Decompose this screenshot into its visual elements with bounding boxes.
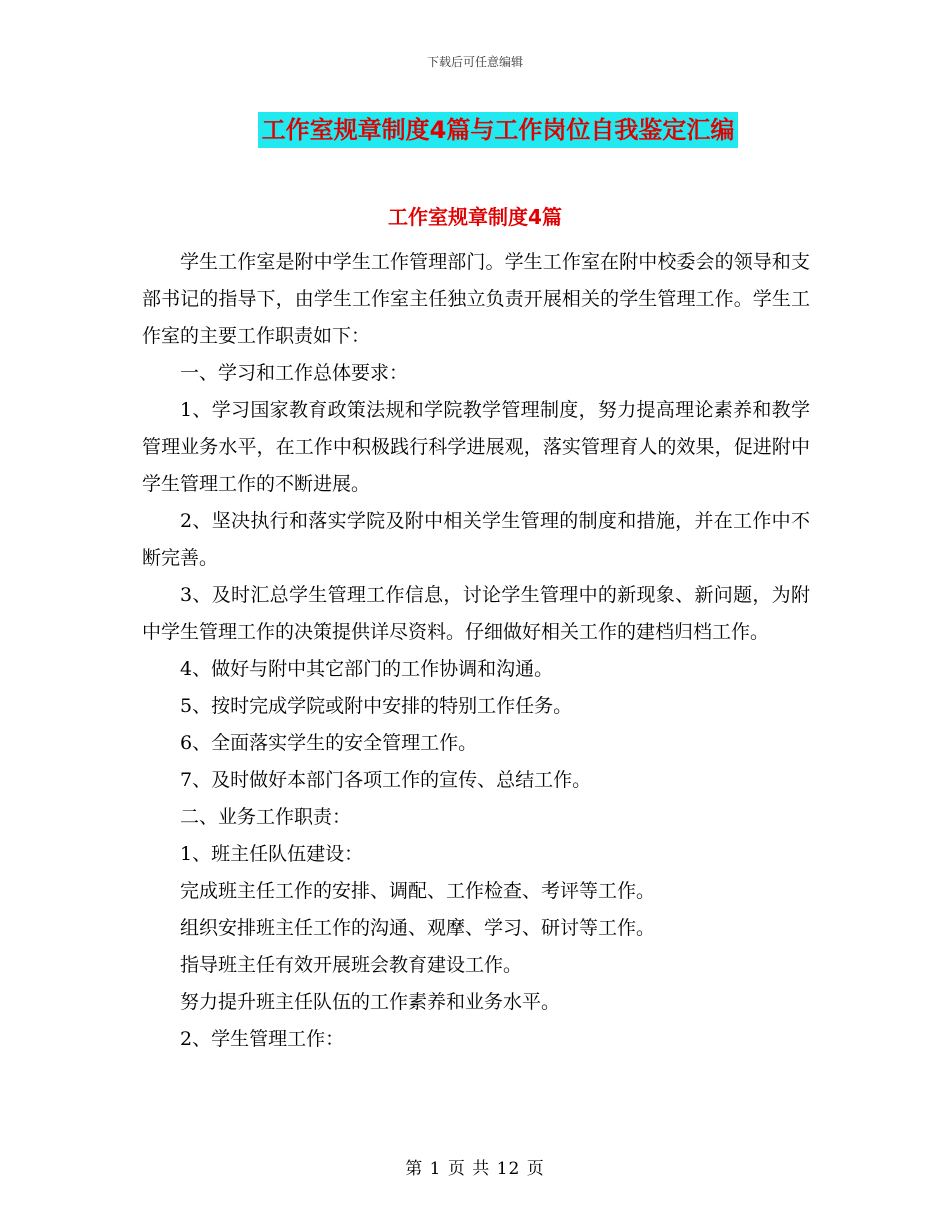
paragraph-item: 6、全面落实学生的安全管理工作。 bbox=[180, 732, 478, 754]
page-footer: 第 1 页 共 12 页 bbox=[405, 1159, 545, 1179]
paragraph-item: 5、按时完成学院或附中安排的特别工作任务。 bbox=[180, 695, 573, 717]
paragraph-line: 完成班主任工作的安排、调配、工作检查、考评等工作。 bbox=[180, 880, 656, 902]
paragraph-subheading: 1、班主任队伍建设： bbox=[180, 843, 364, 865]
main-title: 工作室规章制度4篇与工作岗位自我鉴定汇编 bbox=[258, 112, 739, 148]
paragraph-line: 努力提升班主任队伍的工作素养和业务水平。 bbox=[180, 991, 561, 1013]
paragraph-heading-1: 一、学习和工作总体要求： bbox=[180, 362, 409, 384]
paragraph-item: 4、做好与附中其它部门的工作协调和沟通。 bbox=[180, 658, 554, 680]
paragraph-item: 7、及时做好本部门各项工作的宣传、总结工作。 bbox=[180, 769, 592, 791]
paragraph-item: 1、学习国家教育政策法规和学院教学管理制度，努力提高理论素养和教学管理业务水平，在工作中积极践行科学进展观，落实管理育人的效果，促进附中学生管理工作的不断进展。 bbox=[142, 399, 810, 495]
paragraph-line: 指导班主任有效开展班会教育建设工作。 bbox=[180, 954, 523, 976]
main-title-wrap bbox=[0, 112, 950, 148]
paragraph-item: 3、及时汇总学生管理工作信息，讨论学生管理中的新现象、新问题，为附中学生管理工作的决策提供详尽资料。仔细做好相关工作的建档归档工作。 bbox=[142, 584, 810, 643]
page-header: 下载后可任意编辑 bbox=[426, 55, 523, 69]
paragraph-line: 组织安排班主任工作的沟通、观摩、学习、研讨等工作。 bbox=[180, 917, 656, 939]
paragraph-item: 2、坚决执行和落实学院及附中相关学生管理的制度和措施，并在工作中不断完善。 bbox=[142, 510, 810, 569]
paragraph-intro: 学生工作室是附中学生工作管理部门。学生工作室在附中校委会的领导和支部书记的指导下，由学生工作室主任独立负责开展相关的学生管理工作。学生工作室的主要工作职责如下： bbox=[142, 251, 810, 347]
section-title: 工作室规章制度4篇 bbox=[388, 205, 562, 229]
paragraph-heading-2: 二、业务工作职责： bbox=[180, 806, 352, 828]
paragraph-subheading: 2、学生管理工作： bbox=[180, 1028, 345, 1050]
body-text bbox=[142, 244, 810, 1058]
